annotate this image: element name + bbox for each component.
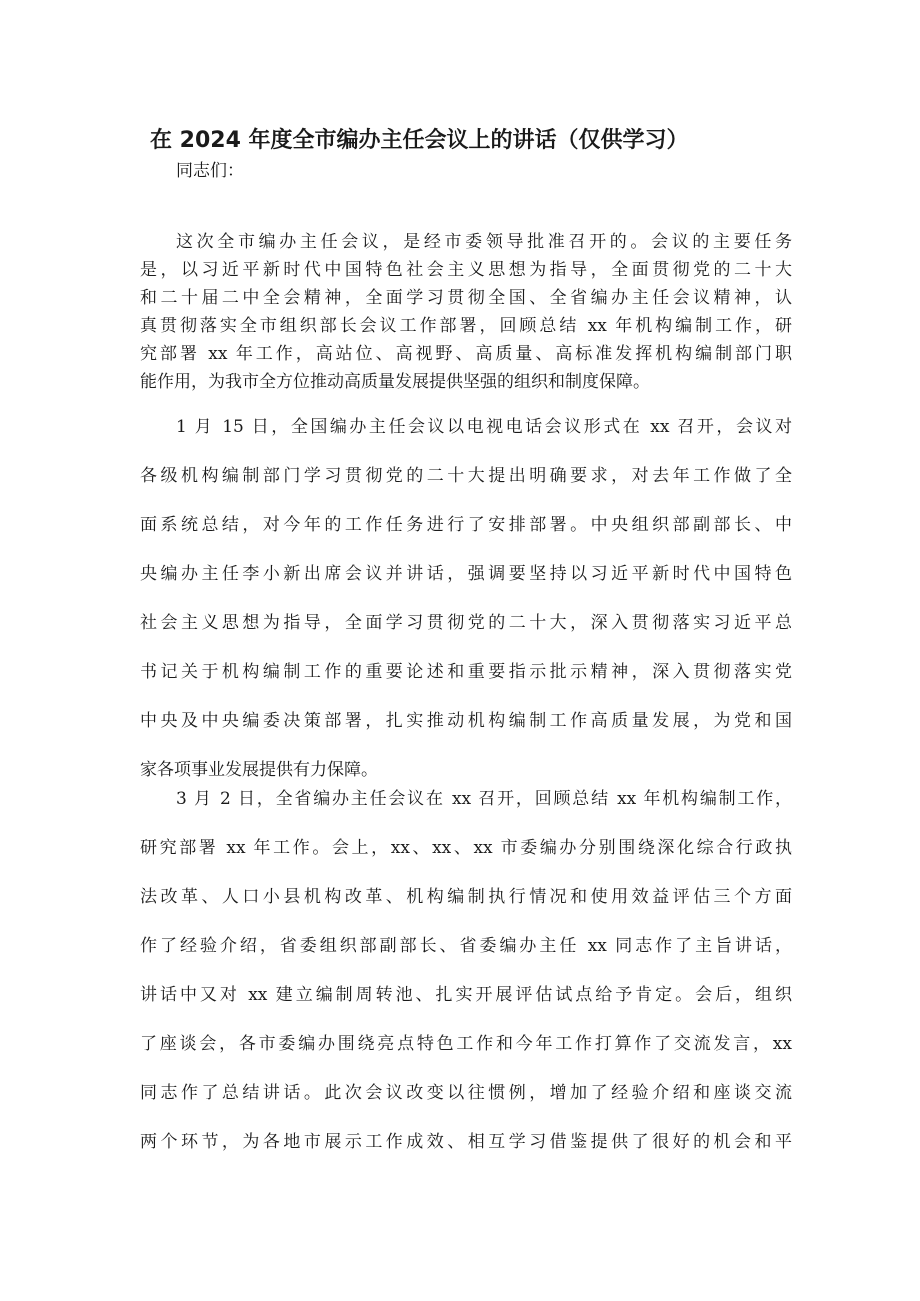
- paragraph-line: 了座谈会，各市委编办围绕亮点特色工作和今年工作打算作了交流发言，xx: [140, 1034, 792, 1054]
- paragraph-line: 是，以习近平新时代中国特色社会主义思想为指导，全面贯彻党的二十大: [140, 260, 792, 280]
- paragraph-line: 央编办主任李小新出席会议并讲话，强调要坚持以习近平新时代中国特色: [140, 564, 792, 584]
- paragraph-line: 书记关于机构编制工作的重要论述和重要指示批示精神，深入贯彻落实党: [140, 662, 792, 682]
- document-title: 在 2024 年度全市编办主任会议上的讲话（仅供学习）: [150, 128, 689, 153]
- paragraph-line: 1 月 15 日，全国编办主任会议以电视电话会议形式在 xx 召开，会议对: [176, 417, 792, 437]
- salutation: 同志们：: [176, 161, 244, 181]
- paragraph-line: 两个环节，为各地市展示工作成效、相互学习借鉴提供了很好的机会和平: [140, 1132, 792, 1152]
- paragraph-meeting-purpose: [140, 228, 792, 396]
- paragraph-line: 法改革、人口小县机构改革、机构编制执行情况和使用效益评估三个方面: [140, 887, 792, 907]
- paragraph-line: 家各项事业发展提供有力保障。: [140, 760, 378, 780]
- paragraph-provincial-meeting: [140, 775, 792, 1167]
- paragraph-line: 这次全市编办主任会议，是经市委领导批准召开的。会议的主要任务: [176, 232, 792, 252]
- paragraph-line: 讲话中又对 xx 建立编制周转池、扎实开展评估试点给予肯定。会后，组织: [140, 985, 792, 1005]
- paragraph-line: 究部署 xx 年工作，高站位、高视野、高质量、高标准发挥机构编制部门职: [140, 344, 792, 364]
- paragraph-line: 3 月 2 日，全省编办主任会议在 xx 召开，回顾总结 xx 年机构编制工作，: [176, 789, 792, 809]
- paragraph-line: 同志作了总结讲话。此次会议改变以往惯例，增加了经验介绍和座谈交流: [140, 1083, 792, 1103]
- paragraph-line: 真贯彻落实全市组织部长会议工作部署，回顾总结 xx 年机构编制工作，研: [140, 316, 792, 336]
- paragraph-national-meeting: [140, 403, 792, 795]
- paragraph-line: 中央及中央编委决策部署，扎实推动机构编制工作高质量发展，为党和国: [140, 711, 792, 731]
- paragraph-line: 社会主义思想为指导，全面学习贯彻党的二十大，深入贯彻落实习近平总: [140, 613, 792, 633]
- paragraph-line: 和二十届二中全会精神，全面学习贯彻全国、全省编办主任会议精神，认: [140, 288, 792, 308]
- paragraph-line: 作了经验介绍，省委组织部副部长、省委编办主任 xx 同志作了主旨讲话，: [140, 936, 792, 956]
- paragraph-line: 各级机构编制部门学习贯彻党的二十大提出明确要求，对去年工作做了全: [140, 466, 792, 486]
- paragraph-line: 面系统总结，对今年的工作任务进行了安排部署。中央组织部副部长、中: [140, 515, 792, 535]
- paragraph-line: 研究部署 xx 年工作。会上，xx、xx、xx 市委编办分别围绕深化综合行政执: [140, 838, 792, 858]
- paragraph-line: 能作用，为我市全方位推动高质量发展提供坚强的组织和制度保障。: [140, 372, 650, 392]
